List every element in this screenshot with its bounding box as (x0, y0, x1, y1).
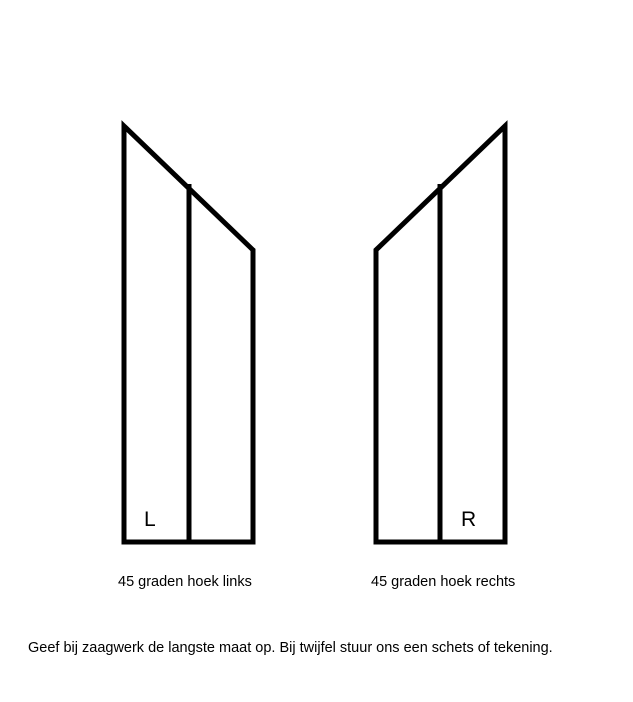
left-shape-letter: L (144, 508, 156, 531)
right-shape-group (376, 126, 505, 542)
left-figure-caption: 45 graden hoek links (118, 574, 252, 590)
instruction-note: Geef bij zaagwerk de langste maat op. Bij twijfel stuur ons een schets of tekening. (28, 640, 553, 656)
left-shape-group (124, 126, 253, 542)
right-figure-caption: 45 graden hoek rechts (371, 574, 516, 590)
right-shape-letter: R (461, 508, 477, 531)
